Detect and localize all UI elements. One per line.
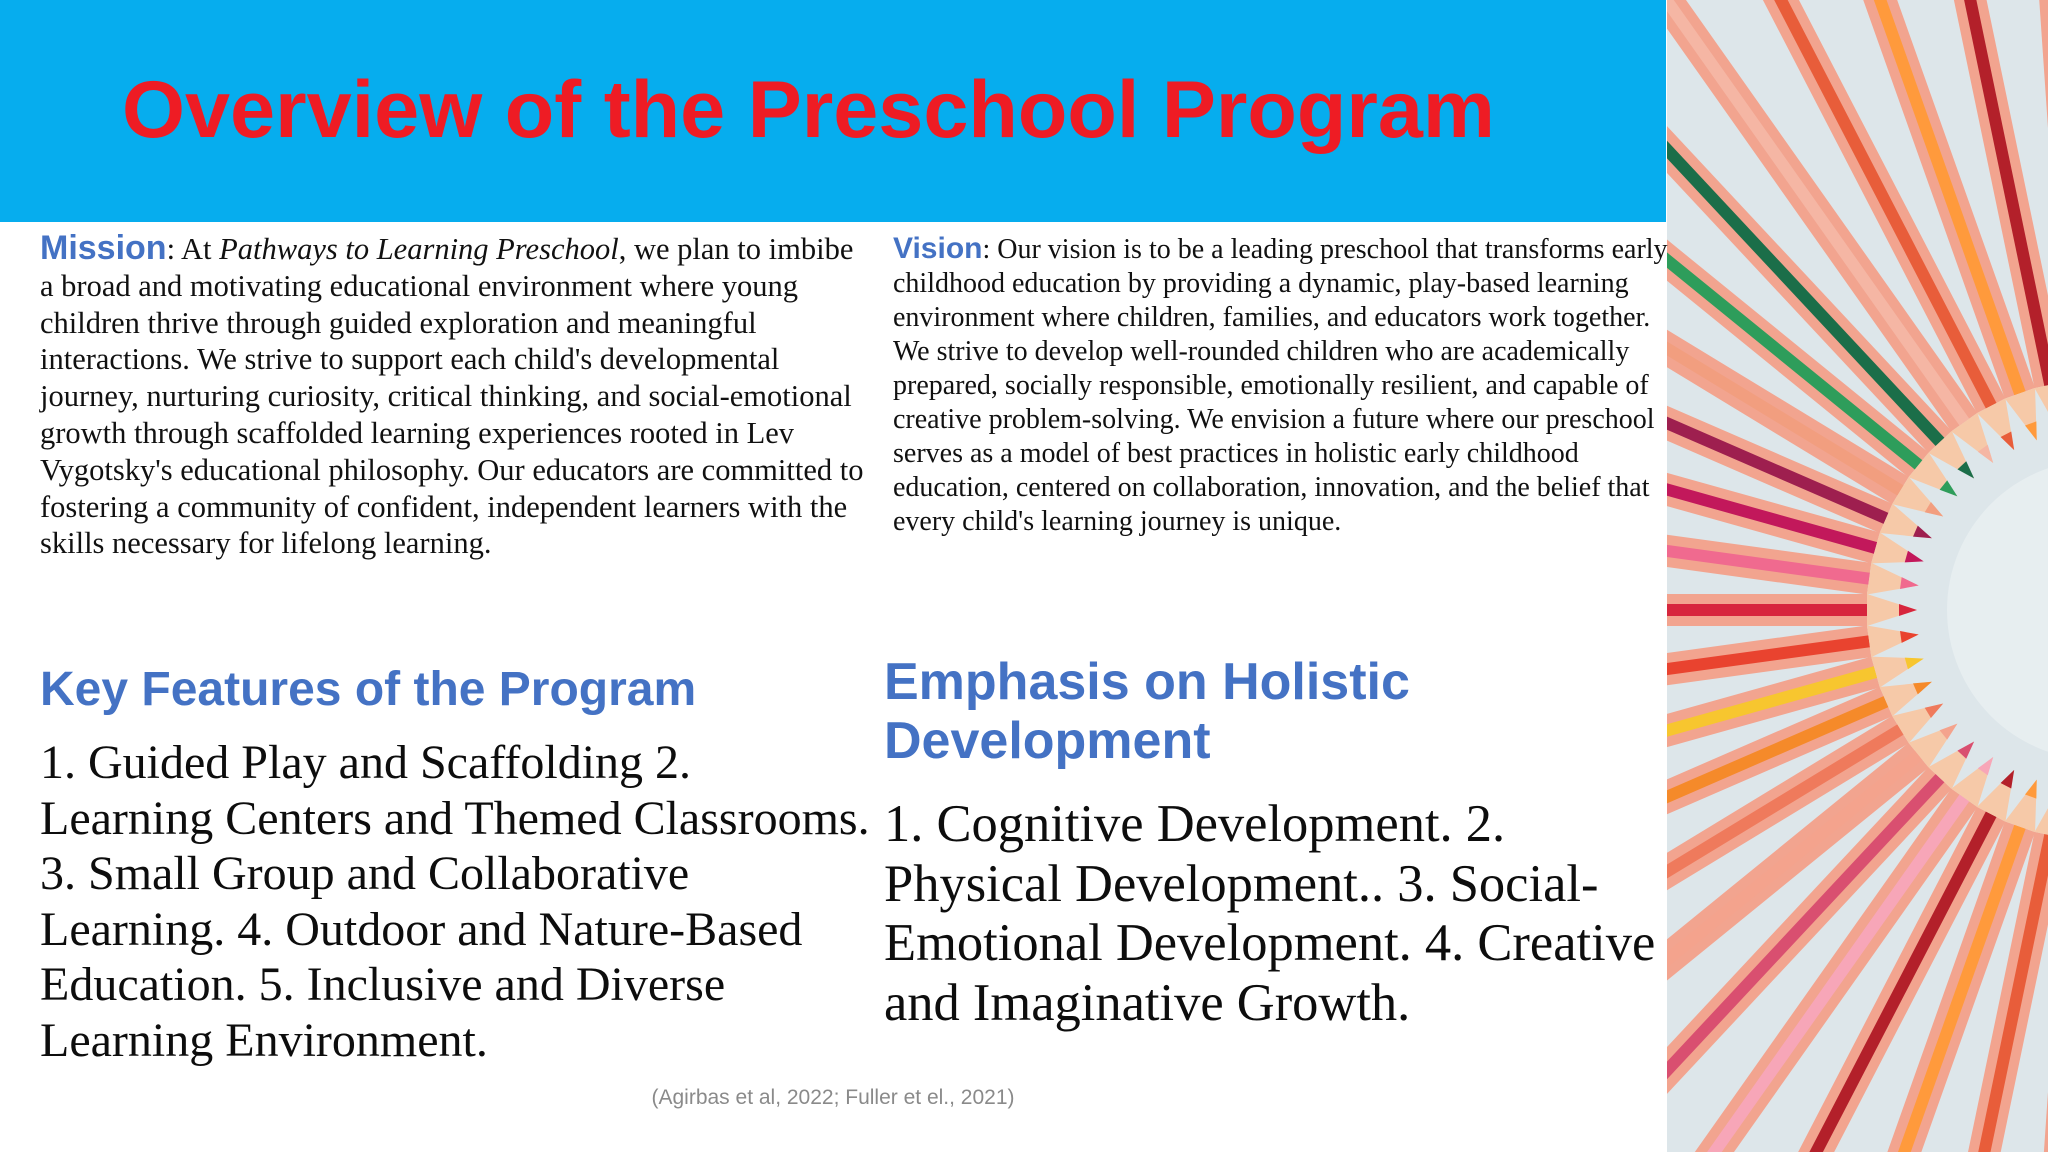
mission-intro: : At (166, 232, 220, 266)
key-features-heading: Key Features of the Program (40, 663, 697, 716)
vision-paragraph (893, 232, 1668, 539)
key-features-list: 1. Guided Play and Scaffolding 2. Learning Centers and Themed Classrooms. 3. Small Group and Collaborative Learning. 4. Outdoor and Nature-Based Education. 5. Inclusive and Diverse Learning Environment. (40, 736, 870, 1067)
citation: (Agirbas et al, 2022; Fuller et el., 2021) (651, 1086, 1015, 1109)
colored-pencils-illustration (1667, 0, 2048, 1152)
mission-paragraph (40, 230, 870, 562)
mission-text: , we plan to imbibe a broad and motivating educational environment where young children thrive through guided exploration and meaningful interactions. We strive to support each child's developmental journey, nurturing curiosity, critical thinking, and social-emotional growth through scaffolded learning experiences rooted in Lev Vygotsky's educational philosophy. Our educators are committed to fostering a community of confident, independent learners with the skills necessary for lifelong learning. (40, 232, 864, 561)
vision-label: Vision (893, 232, 983, 265)
holistic-development-list: 1. Cognitive Development. 2. Physical Development.. 3. Social-Emotional Development. 4. Creative and Imaginative Growth. (884, 795, 1656, 1032)
colored-pencils-image (1667, 0, 2048, 1152)
holistic-development-heading: Emphasis on Holistic Development (884, 653, 1410, 770)
mission-label: Mission (40, 229, 167, 267)
school-name: Pathways to Learning Preschool (219, 232, 619, 266)
slide-title: Overview of the Preschool Program (122, 65, 1495, 155)
pencil (1667, 594, 1917, 626)
vision-text: : Our vision is to be a leading preschool that transforms early childhood education by providing a dynamic, play-based learning environment where children, families, and educators work together. We strive to develop well-rounded children who are academically prepared, socially responsible, emotionally resilient, and capable of creative problem-solving. We envision a future where our preschool serves as a model of best practices in holistic early childhood education, centered on collaboration, innovation, and the belief that every child's learning journey is unique. (893, 234, 1668, 537)
